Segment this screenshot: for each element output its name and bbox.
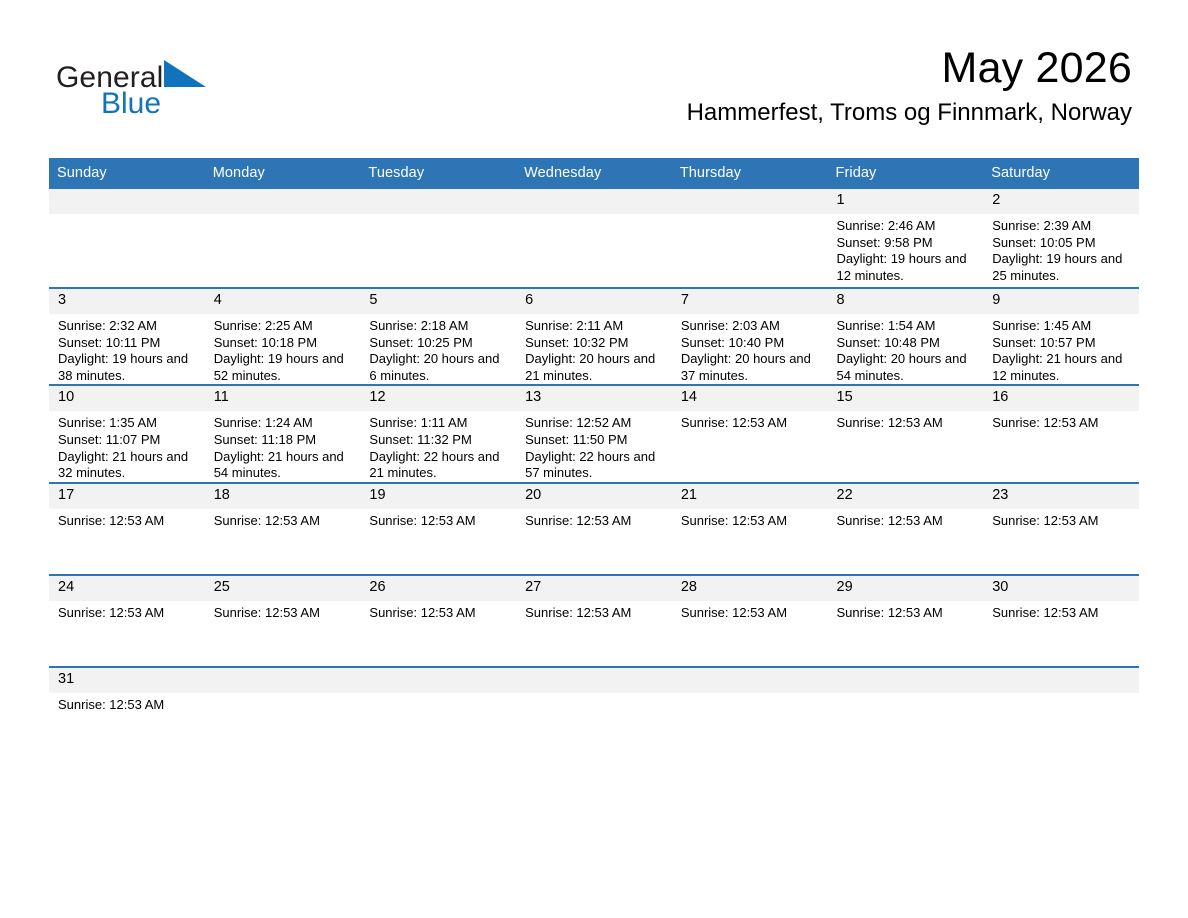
- day-detail-line: Daylight: 19 hours and 38 minutes.: [58, 351, 189, 383]
- calendar-header-row: [49, 158, 1139, 189]
- day-number: [516, 189, 672, 214]
- day-detail-line: Sunrise: 12:53 AM: [369, 512, 476, 528]
- day-detail-line: Sunrise: 1:54 AM: [836, 318, 936, 333]
- day-detail-line: Daylight: 19 hours and 25 minutes.: [992, 251, 1123, 283]
- day-detail-line: Sunset: 10:48 PM: [836, 334, 940, 350]
- day-number: 20: [516, 484, 672, 509]
- day-detail-line: Sunrise: 12:53 AM: [680, 604, 788, 620]
- location-subtitle: Hammerfest, Troms og Finnmark, Norway: [686, 99, 1132, 127]
- day-number: 24: [49, 576, 205, 601]
- day-details: [828, 314, 984, 384]
- day-detail-line: Sunrise: 12:52 AM: [525, 415, 632, 431]
- day-details: [516, 314, 672, 384]
- day-details: [360, 601, 516, 622]
- calendar-day-cell-empty: [672, 189, 828, 288]
- day-number: 27: [516, 576, 672, 601]
- calendar-week-row: [49, 483, 1139, 575]
- calendar-day-cell-empty: [205, 189, 361, 288]
- day-detail-line: Sunrise: 2:25 AM: [213, 318, 313, 333]
- day-details: [205, 411, 361, 481]
- weekday-header-thursday: Thursday: [672, 158, 828, 189]
- day-number: 14: [672, 386, 828, 411]
- day-detail-line: Sunrise: 12:53 AM: [680, 512, 788, 528]
- day-detail-line: Daylight: 20 hours and 6 minutes.: [369, 351, 500, 383]
- day-detail-line: Sunrise: 1:35 AM: [58, 415, 157, 431]
- day-details: [205, 601, 361, 622]
- day-number: [49, 189, 205, 214]
- calendar-day-cell[interactable]: [672, 483, 828, 575]
- day-number: [516, 668, 672, 693]
- weekday-header-monday: Monday: [205, 158, 361, 189]
- day-detail-line: Sunrise: 12:53 AM: [213, 512, 320, 528]
- logo-text-blue: Blue: [101, 87, 162, 120]
- page-title: May 2026: [941, 44, 1132, 92]
- calendar-week-row: [49, 189, 1139, 288]
- title-block: [687, 46, 1132, 127]
- calendar-day-cell-empty: [360, 189, 516, 288]
- day-detail-line: Sunrise: 12:53 AM: [525, 512, 632, 528]
- calendar-day-cell-empty: [360, 667, 516, 758]
- day-details: [49, 314, 205, 384]
- day-number: [205, 189, 361, 214]
- day-details: [360, 411, 516, 481]
- day-detail-line: Sunset: 10:32 PM: [525, 334, 629, 350]
- calendar-day-cell[interactable]: [360, 288, 516, 385]
- calendar-day-cell[interactable]: [983, 385, 1139, 482]
- day-detail-line: Sunrise: 2:39 AM: [992, 218, 1092, 233]
- day-detail-line: Daylight: 20 hours and 37 minutes.: [680, 351, 811, 383]
- day-details: [672, 411, 828, 432]
- day-number: [983, 668, 1139, 693]
- calendar-day-cell-empty: [205, 667, 361, 758]
- day-detail-line: Sunrise: 2:32 AM: [58, 318, 157, 333]
- day-number: 18: [205, 484, 361, 509]
- calendar-day-cell[interactable]: [516, 385, 672, 482]
- day-detail-line: Sunset: 10:05 PM: [992, 234, 1096, 250]
- calendar-day-cell[interactable]: [672, 385, 828, 482]
- day-details: [983, 411, 1139, 432]
- calendar-day-cell[interactable]: [672, 575, 828, 667]
- day-number: 31: [49, 668, 205, 693]
- day-number: 30: [983, 576, 1139, 601]
- day-details: [49, 509, 205, 530]
- day-detail-line: Daylight: 19 hours and 12 minutes.: [836, 251, 967, 283]
- weekday-header-wednesday: Wednesday: [516, 158, 672, 189]
- day-number: 1: [828, 189, 984, 214]
- day-detail-line: Daylight: 20 hours and 21 minutes.: [525, 351, 656, 383]
- day-details: [828, 214, 984, 284]
- calendar-day-cell[interactable]: [828, 575, 984, 667]
- calendar-day-cell[interactable]: [360, 385, 516, 482]
- calendar-day-cell[interactable]: [205, 575, 361, 667]
- calendar-day-cell[interactable]: [828, 288, 984, 385]
- calendar-day-cell[interactable]: [205, 483, 361, 575]
- day-detail-line: Sunset: 11:50 PM: [525, 431, 628, 447]
- day-detail-line: Sunrise: 12:53 AM: [836, 415, 943, 431]
- day-detail-line: Sunset: 10:11 PM: [58, 334, 161, 350]
- day-detail-line: Sunrise: 12:53 AM: [992, 415, 1099, 431]
- day-details: [360, 509, 516, 530]
- day-detail-line: Sunrise: 12:53 AM: [525, 604, 632, 620]
- blue-triangle-flag-icon: [162, 58, 208, 92]
- day-detail-line: Sunset: 10:18 PM: [213, 334, 318, 350]
- calendar-body: [49, 189, 1139, 758]
- calendar-day-cell[interactable]: [983, 189, 1139, 288]
- day-detail-line: Sunset: 11:07 PM: [58, 431, 161, 447]
- day-detail-line: Sunrise: 1:11 AM: [369, 415, 468, 431]
- day-number: 2: [983, 189, 1139, 214]
- day-detail-line: Sunrise: 2:11 AM: [525, 318, 624, 333]
- calendar-day-cell[interactable]: [983, 288, 1139, 385]
- day-details: [828, 601, 984, 622]
- day-number: 8: [828, 289, 984, 314]
- weekday-header-sunday: Sunday: [49, 158, 205, 189]
- day-details: [49, 693, 205, 714]
- calendar-day-cell[interactable]: [205, 288, 361, 385]
- weekday-header-tuesday: Tuesday: [360, 158, 516, 189]
- day-detail-line: Daylight: 22 hours and 57 minutes.: [525, 448, 656, 481]
- calendar-day-cell[interactable]: [672, 288, 828, 385]
- page-header: [0, 0, 1188, 127]
- day-number: 22: [828, 484, 984, 509]
- calendar-day-cell[interactable]: [360, 575, 516, 667]
- day-number: 3: [49, 289, 205, 314]
- day-number: [672, 189, 828, 214]
- day-detail-line: Sunset: 11:32 PM: [369, 431, 472, 447]
- day-details: [360, 314, 516, 384]
- calendar-day-cell[interactable]: [516, 575, 672, 667]
- day-detail-line: Sunrise: 12:53 AM: [58, 512, 165, 528]
- calendar-day-cell[interactable]: [49, 385, 205, 482]
- day-number: 5: [360, 289, 516, 314]
- calendar-day-cell-empty: [828, 667, 984, 758]
- day-detail-line: Sunrise: 1:24 AM: [213, 415, 313, 431]
- day-number: 11: [205, 386, 361, 411]
- day-detail-line: Sunrise: 12:53 AM: [58, 604, 165, 620]
- logo-top-row: [56, 58, 316, 92]
- day-details: [205, 509, 361, 530]
- day-number: 7: [672, 289, 828, 314]
- day-details: [516, 411, 672, 481]
- calendar-day-cell[interactable]: [49, 288, 205, 385]
- day-detail-line: Daylight: 20 hours and 54 minutes.: [836, 351, 967, 383]
- day-number: [360, 189, 516, 214]
- day-detail-line: Sunset: 11:18 PM: [213, 431, 317, 447]
- day-number: 28: [672, 576, 828, 601]
- day-number: 23: [983, 484, 1139, 509]
- day-number: 13: [516, 386, 672, 411]
- calendar-day-cell[interactable]: [49, 575, 205, 667]
- day-detail-line: Sunrise: 12:53 AM: [992, 604, 1099, 620]
- day-number: 21: [672, 484, 828, 509]
- day-number: 6: [516, 289, 672, 314]
- day-details: [983, 601, 1139, 622]
- calendar-day-cell-empty: [516, 189, 672, 288]
- day-details: [516, 509, 672, 530]
- general-blue-logo[interactable]: [56, 58, 316, 128]
- calendar-week-row: [49, 667, 1139, 758]
- day-detail-line: Sunset: 10:25 PM: [369, 334, 473, 350]
- weekday-header-row: [49, 158, 1139, 189]
- day-details: [828, 411, 984, 432]
- day-detail-line: Sunrise: 12:53 AM: [680, 415, 788, 431]
- calendar-day-cell[interactable]: [983, 483, 1139, 575]
- day-detail-line: Daylight: 21 hours and 12 minutes.: [992, 351, 1123, 383]
- weekday-header-saturday: Saturday: [983, 158, 1139, 189]
- day-detail-line: Sunrise: 2:18 AM: [369, 318, 469, 333]
- calendar-day-cell[interactable]: [360, 483, 516, 575]
- day-details: [672, 601, 828, 622]
- weekday-header-friday: Friday: [828, 158, 984, 189]
- day-details: [983, 314, 1139, 384]
- day-number: 9: [983, 289, 1139, 314]
- calendar-day-cell[interactable]: [49, 667, 205, 758]
- day-detail-line: Sunrise: 2:46 AM: [836, 218, 936, 233]
- calendar-day-cell-empty: [516, 667, 672, 758]
- day-detail-line: Sunrise: 12:53 AM: [836, 512, 943, 528]
- day-number: 4: [205, 289, 361, 314]
- day-detail-line: Sunset: 10:57 PM: [992, 334, 1096, 350]
- day-number: [828, 668, 984, 693]
- day-number: 17: [49, 484, 205, 509]
- day-detail-line: Sunrise: 12:53 AM: [836, 604, 943, 620]
- day-details: [205, 314, 361, 384]
- day-detail-line: Sunrise: 12:53 AM: [992, 512, 1099, 528]
- day-detail-line: Sunrise: 1:45 AM: [992, 318, 1092, 333]
- day-details: [983, 214, 1139, 284]
- calendar-week-row: [49, 385, 1139, 482]
- day-number: [360, 668, 516, 693]
- calendar-day-cell[interactable]: [983, 575, 1139, 667]
- day-number: 25: [205, 576, 361, 601]
- day-details: [983, 509, 1139, 530]
- day-details: [516, 601, 672, 622]
- day-detail-line: Sunset: 10:40 PM: [680, 334, 785, 350]
- calendar-week-row: [49, 288, 1139, 385]
- day-number: [205, 668, 361, 693]
- day-number: 15: [828, 386, 984, 411]
- calendar-day-cell-empty: [983, 667, 1139, 758]
- day-detail-line: Daylight: 21 hours and 54 minutes.: [213, 448, 344, 481]
- calendar-day-cell[interactable]: [205, 385, 361, 482]
- day-number: 16: [983, 386, 1139, 411]
- calendar-table: [49, 158, 1139, 758]
- day-details: [49, 601, 205, 622]
- day-detail-line: Daylight: 21 hours and 32 minutes.: [58, 448, 189, 481]
- day-number: [672, 668, 828, 693]
- day-details: [672, 314, 828, 384]
- day-detail-line: Sunrise: 12:53 AM: [369, 604, 476, 620]
- calendar-day-cell[interactable]: [516, 288, 672, 385]
- day-number: 29: [828, 576, 984, 601]
- day-number: 10: [49, 386, 205, 411]
- day-detail-line: Sunrise: 12:53 AM: [213, 604, 320, 620]
- calendar-day-cell[interactable]: [828, 483, 984, 575]
- day-detail-line: Sunrise: 2:03 AM: [680, 318, 780, 333]
- calendar-day-cell[interactable]: [828, 189, 984, 288]
- day-detail-line: Daylight: 22 hours and 21 minutes.: [369, 448, 500, 481]
- calendar-week-row: [49, 575, 1139, 667]
- calendar-day-cell-empty: [49, 189, 205, 288]
- calendar-day-cell[interactable]: [49, 483, 205, 575]
- calendar-day-cell[interactable]: [516, 483, 672, 575]
- day-detail-line: Daylight: 19 hours and 52 minutes.: [213, 351, 344, 383]
- calendar-grid: [49, 158, 1139, 758]
- calendar-day-cell[interactable]: [828, 385, 984, 482]
- day-details: [672, 509, 828, 530]
- day-number: 26: [360, 576, 516, 601]
- day-details: [828, 509, 984, 530]
- day-detail-line: Sunrise: 12:53 AM: [58, 696, 165, 712]
- day-details: [49, 411, 205, 481]
- day-number: 12: [360, 386, 516, 411]
- day-number: 19: [360, 484, 516, 509]
- calendar-day-cell-empty: [672, 667, 828, 758]
- day-detail-line: Sunset: 9:58 PM: [836, 234, 933, 250]
- logo-text-general: General: [56, 61, 164, 94]
